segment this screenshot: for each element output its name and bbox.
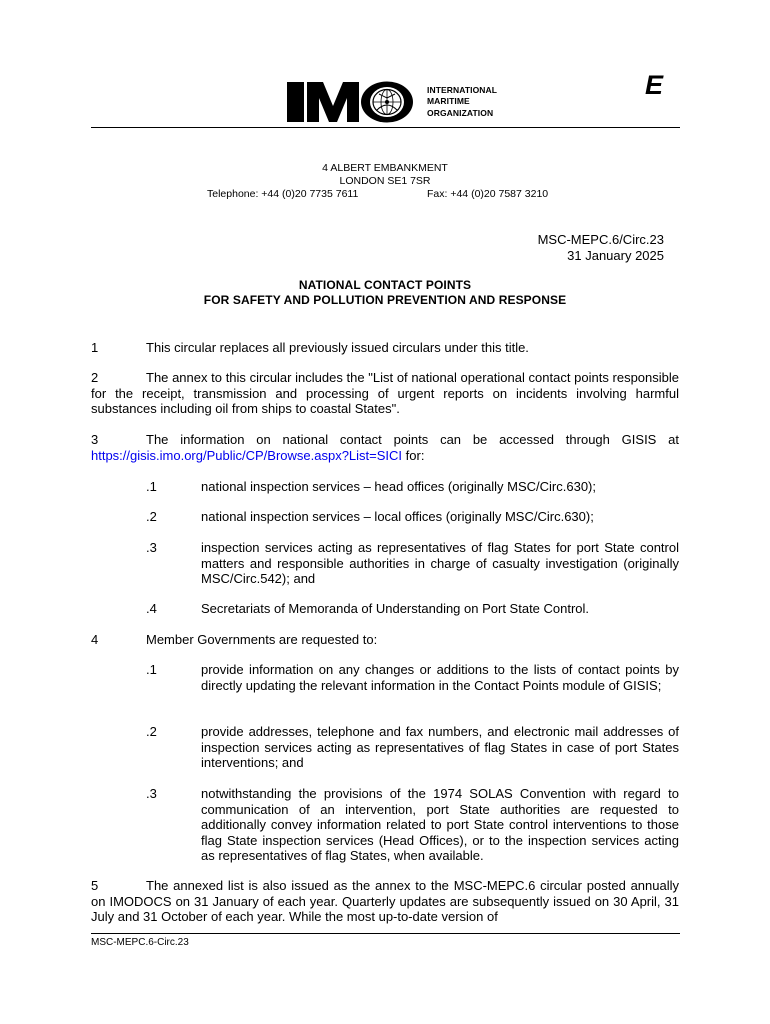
list-item-text: national inspection services – head offices (originally MSC/Circ.630); — [201, 479, 597, 494]
paragraph-text: The information on national contact points can be accessed through GISIS at — [146, 432, 679, 447]
gisis-link[interactable]: https://gisis.imo.org/Public/CP/Browse.aspx?List=SICI — [91, 447, 403, 463]
list-item-number: .2 — [146, 724, 157, 739]
list-item — [146, 724, 679, 771]
list-item — [146, 509, 679, 525]
document-reference: MSC-MEPC.6/Circ.23 — [537, 232, 664, 247]
paragraph-text: This circular replaces all previously issued circulars under this title. — [146, 340, 529, 355]
paragraph-text: Member Governments are requested to: — [146, 632, 378, 647]
organization-name — [427, 85, 497, 120]
header-rule — [91, 127, 680, 128]
paragraph-4 — [91, 632, 679, 648]
imo-emblem-icon — [287, 80, 417, 124]
document-date: 31 January 2025 — [567, 248, 664, 263]
org-line-2: MARITIME — [427, 96, 470, 107]
list-item-text: inspection services acting as representatives of flag States for port State control matters and responsible authorities in charge of casualty investigation (originally MSC/Circ.542); and — [201, 540, 679, 587]
fax-number: Fax: +44 (0)20 7587 3210 — [427, 188, 549, 200]
list-item-number: .3 — [146, 540, 157, 555]
paragraph-number: 2 — [91, 370, 99, 385]
org-line-1: INTERNATIONAL — [427, 84, 498, 95]
paragraph-text-end: for: — [402, 447, 425, 463]
paragraph-3 — [91, 432, 679, 463]
paragraph-number: 4 — [91, 632, 99, 647]
address-line-1: 4 ALBERT EMBANKMENT — [322, 162, 448, 174]
paragraph-text: The annexed list is also issued as the annex to the MSC-MEPC.6 circular posted annually on IMODOCS on 31 January of each year. Quarterly updates are subsequently issued on 30 April, 31 July and 31 October of each year. While the most up-to-date version of — [91, 878, 679, 925]
paragraph-number: 5 — [91, 878, 99, 893]
list-item — [146, 786, 679, 864]
footer-rule — [91, 933, 680, 934]
document-title-line-1: NATIONAL CONTACT POINTS — [298, 278, 472, 292]
list-item-text: provide information on any changes or additions to the lists of contact points by directly updating the relevant information in the Contact Points module of GISIS; — [201, 662, 679, 693]
paragraph-text: The annex to this circular includes the "List of national operational contact points responsible for the receipt, transmission and processing of urgent reports on incidents involving harmful substances including oil from ships to coastal States". — [91, 370, 679, 417]
language-indicator: E — [645, 70, 664, 100]
imo-logo — [287, 80, 497, 124]
list-item — [146, 601, 679, 617]
paragraph-2 — [91, 370, 679, 417]
list-item — [146, 662, 679, 693]
list-item-text: national inspection services – local offices (originally MSC/Circ.630); — [201, 509, 594, 524]
list-item — [146, 540, 679, 587]
footer-reference: MSC-MEPC.6-Circ.23 — [91, 937, 189, 948]
list-item-number: .3 — [146, 786, 157, 801]
list-item-text: Secretariats of Memoranda of Understanding on Port State Control. — [201, 601, 590, 616]
list-item-number: .2 — [146, 509, 157, 524]
list-item-number: .4 — [146, 601, 157, 616]
list-item-text: notwithstanding the provisions of the 1974 SOLAS Convention with regard to communication of an intervention, port State authorities are requested to additionally convey information related to port State control interventions to those flag State inspection services (Head Offices), or to the inspection services acting as representatives of flag States, when available. — [201, 786, 679, 864]
list-item-text: provide addresses, telephone and fax numbers, and electronic mail addresses of inspection services acting as representatives of flag States in case of port States interventions; and — [201, 724, 679, 771]
paragraph-number: 1 — [91, 340, 99, 355]
document-title-line-2: FOR SAFETY AND POLLUTION PREVENTION AND RESPONSE — [203, 293, 567, 307]
list-item-number: .1 — [146, 479, 157, 494]
paragraph-number: 3 — [91, 432, 99, 447]
address-line-2: LONDON SE1 7SR — [339, 175, 431, 187]
org-line-3: ORGANIZATION — [427, 107, 494, 118]
telephone-number: Telephone: +44 (0)20 7735 7611 — [207, 188, 359, 200]
list-item — [146, 479, 679, 495]
paragraph-1 — [91, 340, 679, 356]
paragraph-5 — [91, 878, 679, 925]
list-item-number: .1 — [146, 662, 157, 677]
